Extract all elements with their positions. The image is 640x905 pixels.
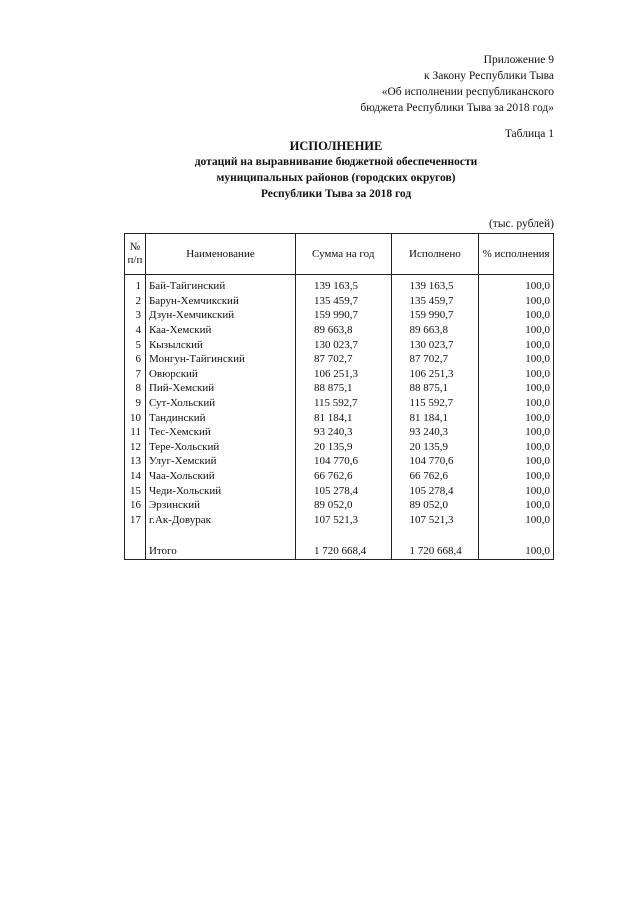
row-name: Овюрский xyxy=(145,367,295,382)
row-name: Тандинский xyxy=(145,410,295,425)
row-percent: 100,0 xyxy=(479,323,554,338)
spacer-cell xyxy=(125,527,146,543)
row-executed: 66 762,6 xyxy=(391,469,479,484)
row-number: 5 xyxy=(125,337,146,352)
row-amount: 130 023,7 xyxy=(295,337,391,352)
heading-subtitle-line: дотаций на выравнивание бюджетной обеспеченности xyxy=(194,156,478,168)
row-number: 12 xyxy=(125,440,146,455)
row-name: Каа-Хемский xyxy=(145,323,295,338)
table-row xyxy=(125,425,554,440)
header-num-line2: п/п xyxy=(127,254,143,266)
row-amount: 81 184,1 xyxy=(295,410,391,425)
row-number: 15 xyxy=(125,483,146,498)
appendix-line: Приложение 9 xyxy=(483,54,554,66)
table-row xyxy=(125,381,554,396)
row-number: 13 xyxy=(125,454,146,469)
row-name: Эрзинский xyxy=(145,498,295,513)
units-label: (тыс. рублей) xyxy=(488,218,554,230)
appendix-line: «Об исполнении республиканского xyxy=(381,86,554,98)
row-amount: 104 770,6 xyxy=(295,454,391,469)
row-percent: 100,0 xyxy=(479,337,554,352)
row-number: 11 xyxy=(125,425,146,440)
row-number: 14 xyxy=(125,469,146,484)
row-amount: 115 592,7 xyxy=(295,396,391,411)
row-amount: 89 663,8 xyxy=(295,323,391,338)
table-body xyxy=(125,275,554,560)
row-percent: 100,0 xyxy=(479,483,554,498)
header-num-line1: № xyxy=(129,241,141,253)
table-spacer-row xyxy=(125,527,554,543)
row-percent: 100,0 xyxy=(479,396,554,411)
row-number: 4 xyxy=(125,323,146,338)
row-name: Сут-Хольский xyxy=(145,396,295,411)
table-row xyxy=(125,308,554,323)
table-row xyxy=(125,513,554,528)
table-header-row xyxy=(125,234,554,275)
row-percent: 100,0 xyxy=(479,469,554,484)
header-executed: Исполнено xyxy=(391,234,479,275)
total-percent: 100,0 xyxy=(479,543,554,560)
total-executed: 1 720 668,4 xyxy=(391,543,479,560)
heading-title: ИСПОЛНЕНИЕ xyxy=(289,139,383,153)
spacer-cell xyxy=(479,527,554,543)
row-executed: 93 240,3 xyxy=(391,425,479,440)
row-amount: 105 278,4 xyxy=(295,483,391,498)
spacer-cell xyxy=(295,527,391,543)
row-executed: 115 592,7 xyxy=(391,396,479,411)
row-executed: 107 521,3 xyxy=(391,513,479,528)
appendix-block xyxy=(274,52,554,116)
row-name: г.Ак-Довурак xyxy=(145,513,295,528)
row-name: Пий-Хемский xyxy=(145,381,295,396)
table-row xyxy=(125,410,554,425)
table-row xyxy=(125,294,554,309)
row-executed: 106 251,3 xyxy=(391,367,479,382)
row-number: 9 xyxy=(125,396,146,411)
row-name: Дзун-Хемчикский xyxy=(145,308,295,323)
row-name: Тес-Хемский xyxy=(145,425,295,440)
row-amount: 88 875,1 xyxy=(295,381,391,396)
row-amount: 87 702,7 xyxy=(295,352,391,367)
appendix-line: бюджета Республики Тыва за 2018 год» xyxy=(360,102,554,114)
row-amount: 66 762,6 xyxy=(295,469,391,484)
row-number: 1 xyxy=(125,275,146,294)
table-row xyxy=(125,440,554,455)
row-percent: 100,0 xyxy=(479,381,554,396)
row-percent: 100,0 xyxy=(479,513,554,528)
table-row xyxy=(125,352,554,367)
document-heading xyxy=(96,138,576,202)
header-name: Наименование xyxy=(145,234,295,275)
row-percent: 100,0 xyxy=(479,352,554,367)
total-amount: 1 720 668,4 xyxy=(295,543,391,560)
header-amount: Сумма на год xyxy=(295,234,391,275)
row-number: 7 xyxy=(125,367,146,382)
table-row xyxy=(125,396,554,411)
heading-subtitle-line: Республики Тыва за 2018 год xyxy=(260,188,412,200)
row-percent: 100,0 xyxy=(479,498,554,513)
row-executed: 130 023,7 xyxy=(391,337,479,352)
table-row xyxy=(125,469,554,484)
total-number xyxy=(125,543,146,560)
row-executed: 87 702,7 xyxy=(391,352,479,367)
row-number: 6 xyxy=(125,352,146,367)
row-number: 16 xyxy=(125,498,146,513)
row-name: Барун-Хемчикский xyxy=(145,294,295,309)
row-amount: 20 135,9 xyxy=(295,440,391,455)
row-percent: 100,0 xyxy=(479,294,554,309)
row-percent: 100,0 xyxy=(479,425,554,440)
header-num xyxy=(125,234,146,275)
row-name: Бай-Тайгинский xyxy=(145,275,295,294)
table-row xyxy=(125,323,554,338)
spacer-cell xyxy=(391,527,479,543)
row-amount: 107 521,3 xyxy=(295,513,391,528)
table-label: Таблица 1 xyxy=(504,128,554,140)
row-percent: 100,0 xyxy=(479,410,554,425)
row-amount: 139 163,5 xyxy=(295,275,391,294)
row-executed: 81 184,1 xyxy=(391,410,479,425)
row-name: Монгун-Тайгинский xyxy=(145,352,295,367)
row-number: 2 xyxy=(125,294,146,309)
row-amount: 89 052,0 xyxy=(295,498,391,513)
row-executed: 89 052,0 xyxy=(391,498,479,513)
row-executed: 159 990,7 xyxy=(391,308,479,323)
appendix-line: к Закону Республики Тыва xyxy=(424,70,554,82)
row-percent: 100,0 xyxy=(479,440,554,455)
total-name: Итого xyxy=(145,543,295,560)
table-row xyxy=(125,367,554,382)
row-number: 8 xyxy=(125,381,146,396)
row-percent: 100,0 xyxy=(479,275,554,294)
row-executed: 89 663,8 xyxy=(391,323,479,338)
table-row xyxy=(125,275,554,294)
row-percent: 100,0 xyxy=(479,308,554,323)
table-row xyxy=(125,337,554,352)
table-total-row xyxy=(125,543,554,560)
heading-subtitle-line: муниципальных районов (городских округов) xyxy=(216,172,456,184)
spacer-cell xyxy=(145,527,295,543)
row-executed: 105 278,4 xyxy=(391,483,479,498)
row-percent: 100,0 xyxy=(479,367,554,382)
table-row xyxy=(125,483,554,498)
row-amount: 106 251,3 xyxy=(295,367,391,382)
header-percent: % исполнения xyxy=(479,234,554,275)
table-row xyxy=(125,454,554,469)
row-name: Чеди-Хольский xyxy=(145,483,295,498)
row-number: 10 xyxy=(125,410,146,425)
row-executed: 88 875,1 xyxy=(391,381,479,396)
row-executed: 20 135,9 xyxy=(391,440,479,455)
row-amount: 93 240,3 xyxy=(295,425,391,440)
row-number: 3 xyxy=(125,308,146,323)
row-name: Улуг-Хемский xyxy=(145,454,295,469)
row-name: Тере-Хольский xyxy=(145,440,295,455)
row-percent: 100,0 xyxy=(479,454,554,469)
budget-execution-table xyxy=(124,233,554,560)
row-amount: 135 459,7 xyxy=(295,294,391,309)
table-row xyxy=(125,498,554,513)
row-amount: 159 990,7 xyxy=(295,308,391,323)
row-name: Чаа-Хольский xyxy=(145,469,295,484)
row-executed: 104 770,6 xyxy=(391,454,479,469)
row-executed: 135 459,7 xyxy=(391,294,479,309)
row-name: Кызылский xyxy=(145,337,295,352)
row-executed: 139 163,5 xyxy=(391,275,479,294)
row-number: 17 xyxy=(125,513,146,528)
